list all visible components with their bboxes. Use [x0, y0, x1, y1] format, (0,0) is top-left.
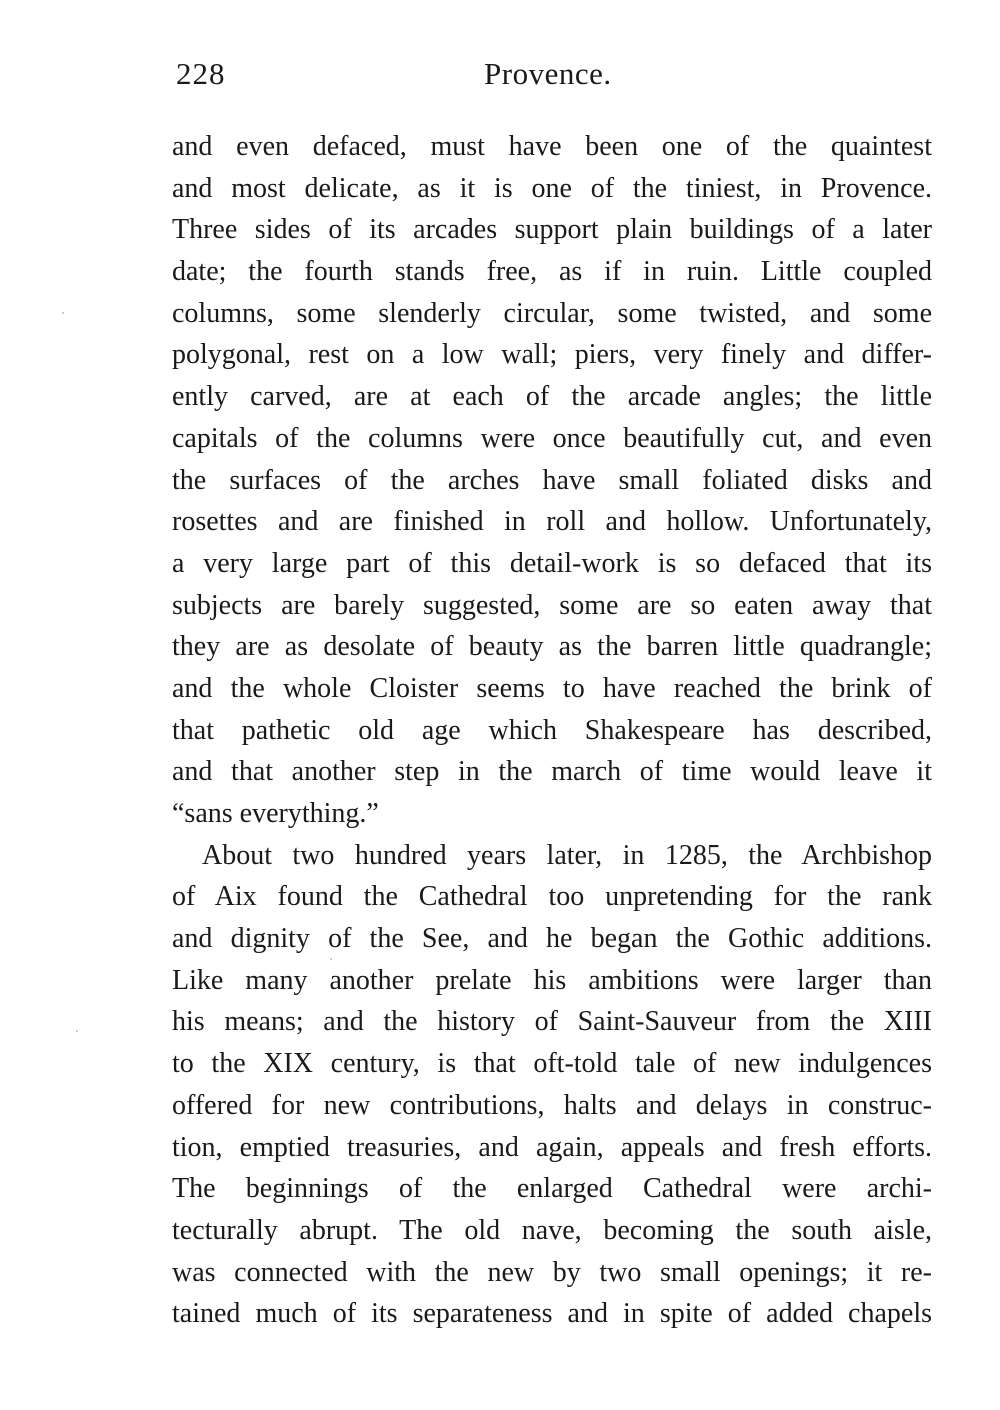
text-line: ently carved, are at each of the arcade angles; the little: [172, 381, 932, 413]
text-line: The beginnings of the enlarged Cathedral were archi-: [172, 1173, 932, 1205]
text-line: capitals of the columns were once beautifully cut, and even: [172, 422, 932, 454]
text-line: tion, emptied treasuries, and again, appeals and fresh efforts.: [172, 1131, 932, 1163]
text-line: that pathetic old age which Shakespeare has described,: [172, 714, 932, 746]
page-number: 228: [176, 56, 226, 91]
text-line: the surfaces of the arches have small foliated disks and: [172, 464, 932, 496]
text-line: Like many another prelate his ambitions were larger than: [172, 964, 932, 996]
paragraph-1: [172, 126, 932, 835]
text-line: polygonal, rest on a low wall; piers, very finely and differ-: [172, 339, 932, 371]
text-line-indented: About two hundred years later, in 1285, the Archbishop: [202, 839, 932, 871]
paper-speck: [62, 312, 64, 314]
text-line: tecturally abrupt. The old nave, becoming the south aisle,: [172, 1214, 932, 1246]
text-line: and most delicate, as it is one of the tiniest, in Provence.: [172, 172, 932, 204]
text-line: and the whole Cloister seems to have reached the brink of: [172, 672, 932, 704]
text-line: tained much of its separateness and in spite of added chapels: [172, 1298, 932, 1330]
page-header: [172, 52, 932, 102]
text-line: and even defaced, must have been one of the quaintest: [172, 131, 932, 162]
text-line: Three sides of its arcades support plain buildings of a later: [172, 214, 932, 246]
text-line-last: “sans everything.”: [172, 798, 379, 829]
text-line: to the XIX century, is that oft-told tale of new indulgences: [172, 1048, 932, 1080]
text-line: they are as desolate of beauty as the barren little quadrangle;: [172, 631, 932, 663]
text-line: rosettes and are finished in roll and hollow. Unfortunately,: [172, 506, 932, 538]
paper-speck: [76, 1030, 78, 1032]
text-line: and dignity of the See, and he began the Gothic additions.: [172, 923, 932, 955]
running-title: Provence.: [484, 56, 612, 91]
text-line: his means; and the history of Saint-Sauveur from the XIII: [172, 1006, 932, 1038]
text-line: was connected with the new by two small openings; it re-: [172, 1256, 932, 1288]
body-text: [172, 126, 932, 1335]
text-line: and that another step in the march of time would leave it: [172, 756, 932, 788]
text-line: subjects are barely suggested, some are so eaten away that: [172, 589, 932, 621]
text-line: of Aix found the Cathedral too unpretending for the rank: [172, 881, 932, 913]
paper-speck: [330, 958, 332, 960]
text-line: a very large part of this detail-work is so defaced that its: [172, 547, 932, 579]
text-line: offered for new contributions, halts and delays in construc-: [172, 1089, 932, 1121]
paragraph-2: [172, 835, 932, 1335]
text-line: date; the fourth stands free, as if in ruin. Little coupled: [172, 256, 932, 288]
text-line: columns, some slenderly circular, some twisted, and some: [172, 297, 932, 329]
